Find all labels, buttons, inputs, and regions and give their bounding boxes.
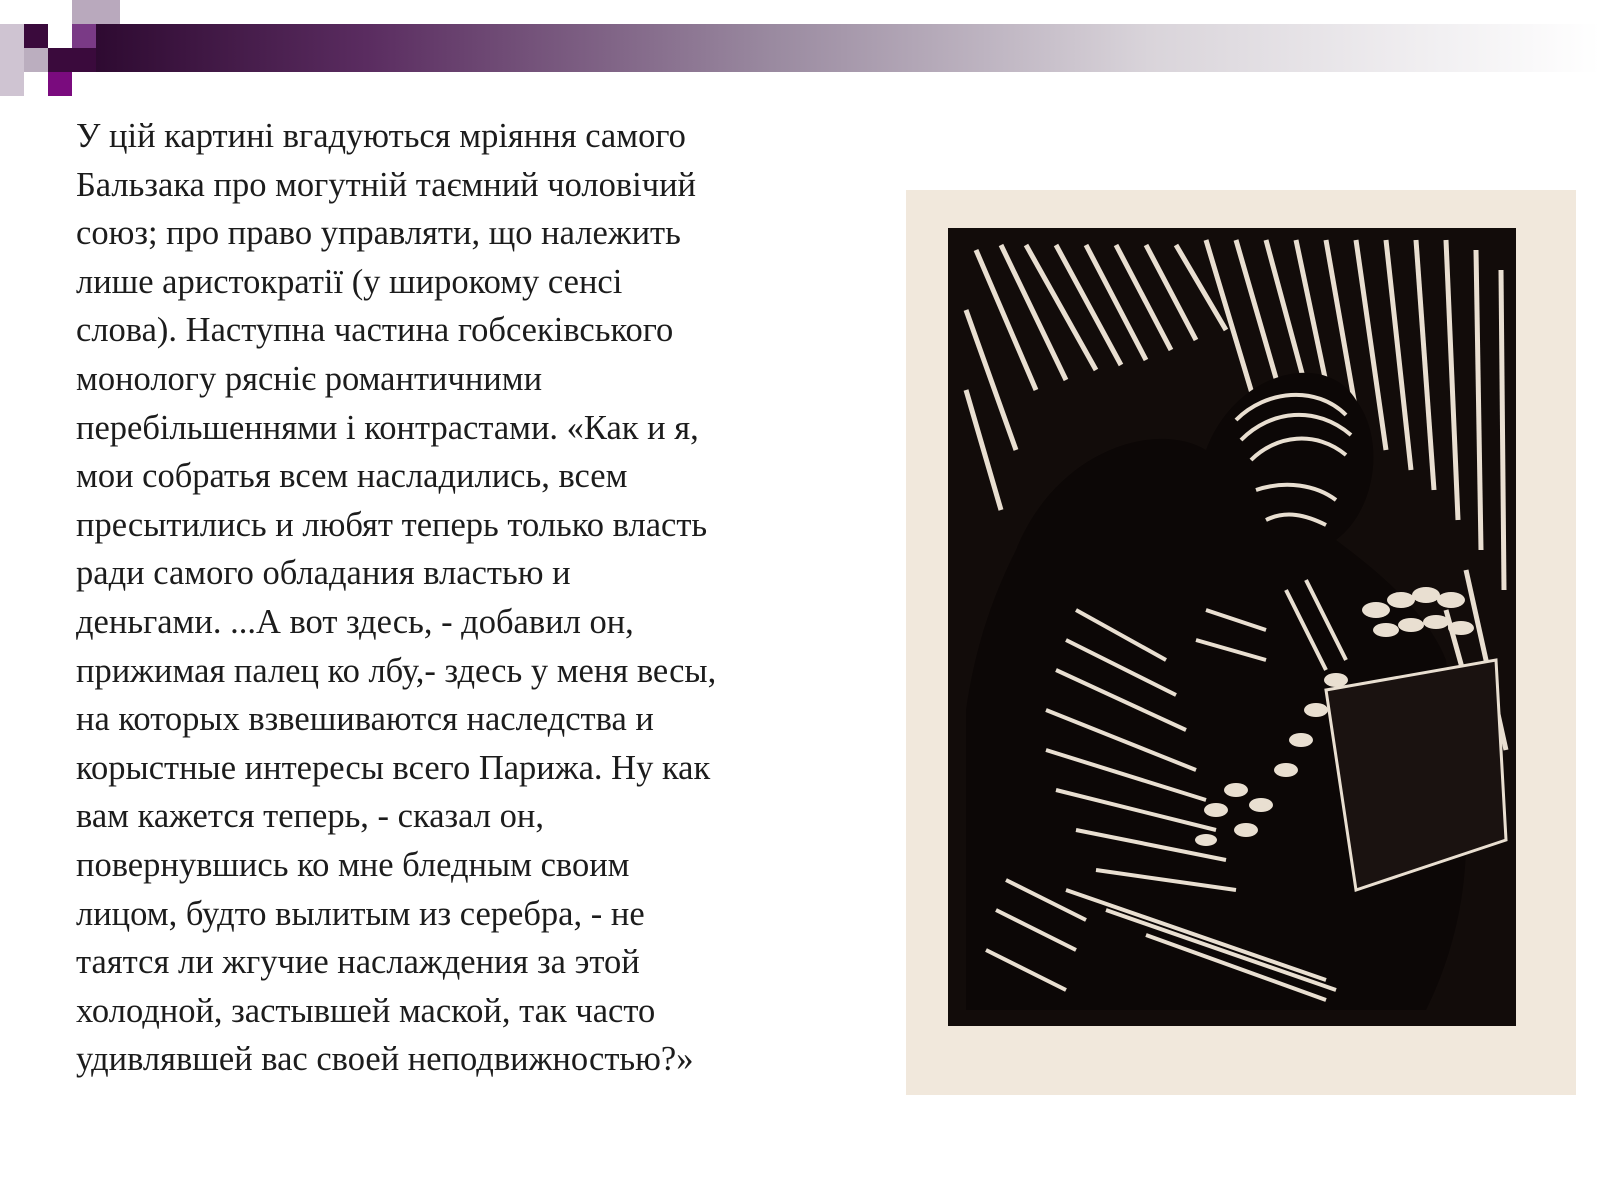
header-square	[72, 0, 96, 24]
header-square	[0, 24, 24, 96]
woodcut-engraving-icon	[906, 190, 1576, 1095]
header-square	[24, 48, 48, 72]
header-square	[96, 0, 120, 24]
header-square	[72, 24, 96, 48]
body-text: У цій картині вгадуються мріяння самого Бальзака про могутній таємний чоловічий союз; про право управляти, що належить лише аристократії (у широкому сенсі слова). Наступна частина гобсеківського монологу ряснiє романтичними перебільшеннями і контрастами. «Как и я, мои собратья всем насладились, всем пресытились и любят теперь только власть ради самого обладания властью и деньгами. ...А вот здесь, - добавил он, прижимая палец ко лбу,- здесь у меня весы, на которых взвешиваются наследства и корыстные интересы всего Парижа. Ну как вам кажется теперь, - сказал он, повернувшись ко мне бледным своим лицом, будто вылитым из серебра, - не таятся ли жгучие наслаждения за этой холодной, застывшей маской, так часто удивлявшей вас своей неподвижностью?»	[76, 117, 717, 1079]
header-square	[72, 48, 96, 72]
header-square	[24, 24, 48, 48]
header-gradient-bar	[96, 24, 1600, 72]
header-square	[48, 72, 72, 96]
header-square	[48, 48, 72, 72]
